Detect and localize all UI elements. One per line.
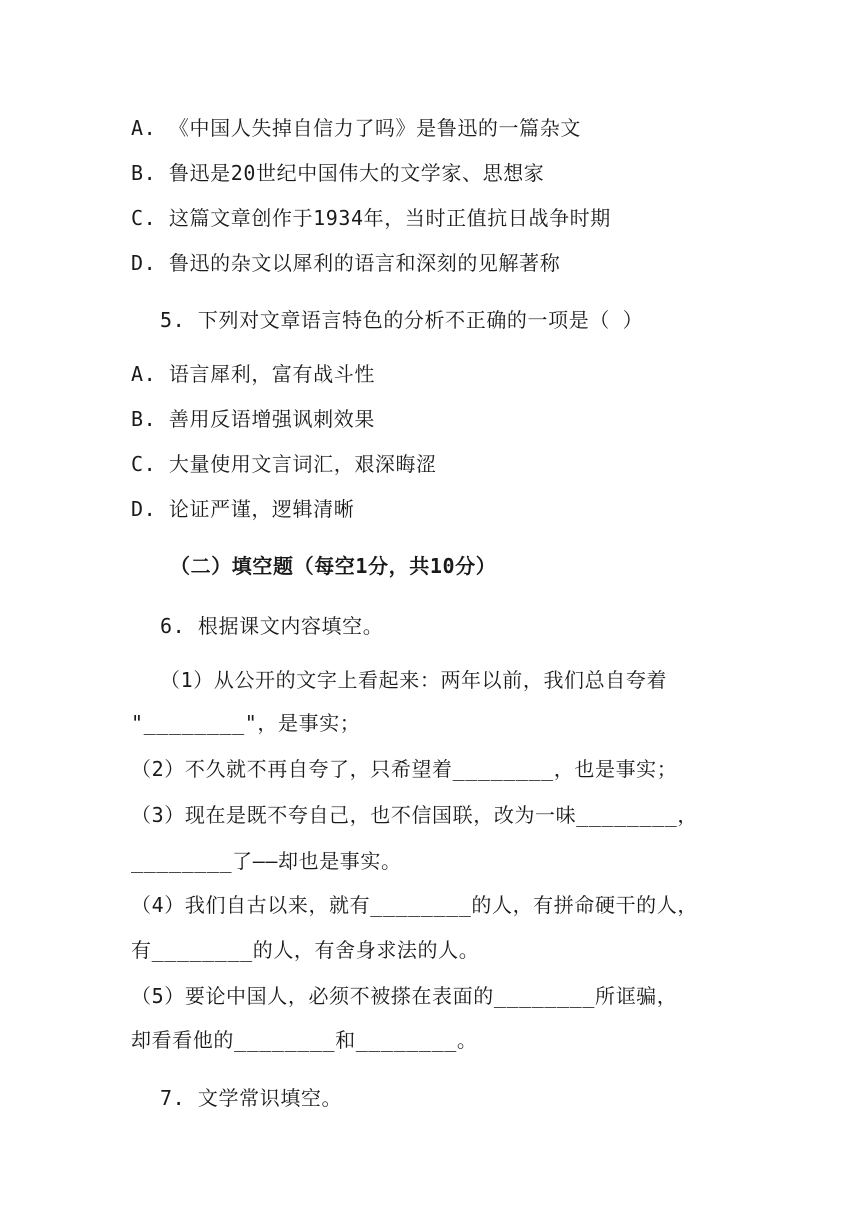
q6-item-5: （5）要论中国人，必须不被搽在表面的________所诓骗， — [131, 984, 678, 1008]
q5-option-a: A. 语言犀利，富有战斗性 — [131, 362, 375, 386]
q6-item-1-cont: "________"，是事实； — [131, 711, 361, 735]
q4-option-c: C. 这篇文章创作于1934年，当时正值抗日战争时期 — [131, 206, 611, 230]
section-heading: （二）填空题（每空1分，共10分） — [170, 554, 497, 578]
q6-item-5-cont: 却看看他的________和________。 — [131, 1028, 478, 1052]
q6-item-4: （4）我们自古以来，就有________的人，有拼命硬干的人， — [131, 893, 698, 917]
q6-item-1: （1）从公开的文字上看起来：两年以前，我们总自夸着 — [160, 668, 668, 692]
q6-item-4-cont: 有________的人，有舍身求法的人。 — [131, 938, 480, 962]
q4-option-a: A. 《中国人失掉自信力了吗》是鲁迅的一篇杂文 — [131, 116, 581, 140]
q6-stem: 6. 根据课文内容填空。 — [160, 614, 384, 638]
q5-option-d: D. 论证严谨，逻辑清晰 — [131, 497, 355, 521]
q4-option-d: D. 鲁迅的杂文以犀利的语言和深刻的见解著称 — [131, 251, 561, 275]
q6-item-3-cont: ________了——却也是事实。 — [131, 849, 402, 873]
q7-stem: 7. 文学常识填空。 — [160, 1086, 343, 1110]
q5-stem: 5. 下列对文章语言特色的分析不正确的一项是（ ） — [160, 308, 644, 332]
q6-item-3: （3）现在是既不夸自己，也不信国联，改为一味________， — [131, 803, 698, 827]
q4-option-b: B. 鲁迅是20世纪中国伟大的文学家、思想家 — [131, 161, 545, 185]
q5-option-b: B. 善用反语增强讽刺效果 — [131, 407, 375, 431]
q6-item-2: （2）不久就不再自夸了，只希望着________，也是事实； — [131, 757, 678, 781]
q5-option-c: C. 大量使用文言词汇，艰深晦涩 — [131, 452, 437, 476]
